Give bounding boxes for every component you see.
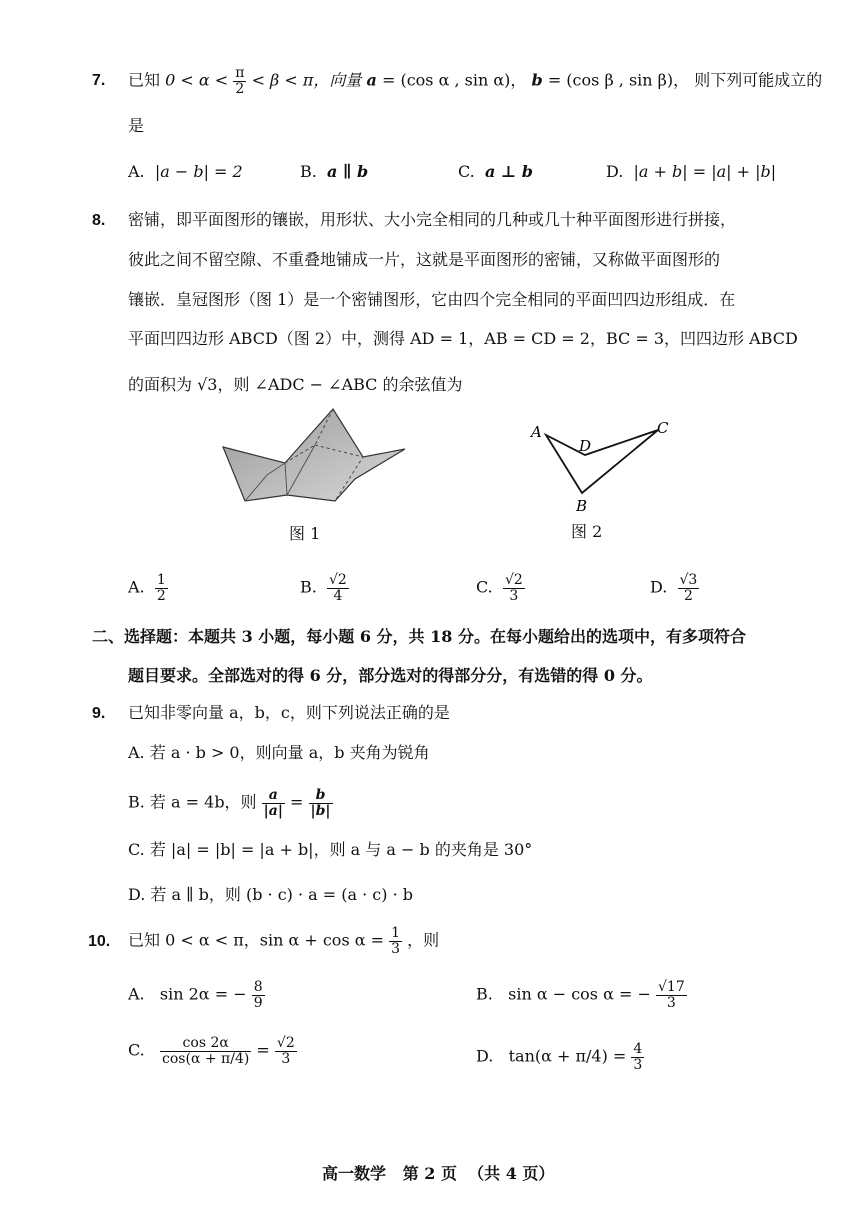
q8-option-b [300, 573, 349, 603]
q10-option-c-rnum: √2 [276, 1035, 295, 1051]
figure2-label-c: C [657, 419, 669, 437]
q10-option-d-label: D. [476, 1046, 494, 1066]
q9-option-d: D. 若 a ∥ b，则 (b · c) · a = (a · c) · b [128, 885, 414, 904]
section2-line-1: 二、选择题：本题共 3 小题，每小题 6 分，共 18 分。在每小题给出的选项中，有多项符合 [92, 627, 746, 646]
q7-option-c-content: a ⊥ b [484, 162, 533, 181]
q9-option-b-frac1-den: |a| [263, 802, 283, 819]
q10-option-b-den: 3 [666, 994, 676, 1011]
q7-option-c-label: C. [458, 162, 475, 181]
q9-option-b [128, 788, 333, 818]
q7-option-c [458, 164, 533, 180]
q9-option-b-frac2-den: |b| [310, 802, 331, 819]
q10-option-c-rden: 3 [281, 1050, 291, 1067]
q10-option-a-frac [252, 980, 265, 1010]
q8-option-a-label: A. [128, 577, 145, 597]
q7-pi-frac [233, 66, 246, 96]
q10-stem-num: 1 [391, 925, 401, 941]
q8-option-c-frac [503, 573, 525, 603]
q9-stem: 已知非零向量 a，b，c，则下列说法正确的是 [128, 703, 450, 722]
q7-option-a-content: |a − b| = 2 [154, 162, 243, 181]
q10-stem-post: ，则 [407, 930, 440, 950]
section2-line-2: 题目要求。全部选对的得 6 分，部分选对的得部分分，有选错的得 0 分。 [128, 666, 653, 685]
q7-number: 7. [92, 72, 106, 89]
q8-option-a-den: 2 [156, 587, 166, 604]
q10-option-c-rfrac [275, 1036, 297, 1066]
q8-option-c-label: C. [476, 577, 493, 597]
q7-option-a [128, 164, 243, 180]
q7-vec-a-def: = (cos α , sin α)， [381, 70, 527, 90]
q10-stem-frac [389, 926, 402, 956]
q8-line-4: 平面凹四边形 ABCD（图 2）中，测得 AD = 1，AB = CD = 2，BC = 3，凹四边形 ABCD [128, 329, 798, 348]
q10-option-c-den: cos(α + π/4) [162, 1050, 250, 1067]
q9-option-b-pre: B. 若 a = 4b，则 [128, 792, 257, 812]
q8-option-d [650, 573, 699, 603]
q10-option-d-num: 4 [633, 1041, 643, 1057]
q8-line-2: 彼此之间不留空隙、不重叠地铺成一片，这就是平面图形的密铺，又称做平面图形的 [128, 250, 721, 269]
q7-option-d [606, 164, 776, 180]
q7-vec-a: a [366, 70, 377, 90]
q10-stem-pre: 已知 0 < α < π，sin α + cos α = [128, 930, 385, 950]
q7-cond-2: < β < π，向量 [251, 70, 362, 90]
figure1-crown-diagram [215, 405, 410, 515]
q10-option-d [476, 1042, 644, 1072]
q8-line-5: 的面积为 √3，则 ∠ADC − ∠ABC 的余弦值为 [128, 375, 463, 394]
q8-option-a [128, 573, 168, 603]
q10-option-c-label: C. [128, 1040, 145, 1060]
q9-option-b-frac2-num: b [309, 788, 333, 804]
q10-option-a-pre: sin 2α = − [159, 984, 247, 1004]
q7-cond-1: 0 < α < [165, 70, 229, 90]
q8-line-3: 镶嵌．皇冠图形（图 1）是一个密铺图形，它由四个完全相同的平面凹四边形组成．在 [128, 290, 736, 309]
figure2-quadrilateral-diagram [525, 415, 675, 515]
q10-option-c-frac [160, 1036, 251, 1066]
q8-option-a-frac [155, 573, 168, 603]
q8-option-a-num: 1 [156, 572, 166, 588]
q8-option-b-num: √2 [329, 572, 347, 588]
q10-option-b-pre: sin α − cos α = − [508, 984, 651, 1004]
figure2-quadrilateral [546, 430, 658, 493]
q8-option-c [476, 573, 525, 603]
q7-option-b-content: a ∥ b [327, 162, 369, 181]
q7-stem-tail: 则下列可能成立的 [694, 70, 823, 90]
q8-option-d-den: 2 [683, 587, 693, 604]
q10-option-a-label: A. [128, 984, 145, 1004]
q8-line-1: 密铺，即平面图形的镶嵌，用形状、大小完全相同的几种或几十种平面图形进行拼接， [128, 210, 737, 229]
q9-number: 9. [92, 705, 106, 722]
q8-number: 8. [92, 212, 106, 229]
q10-option-c [128, 1036, 297, 1066]
q7-stem [128, 66, 822, 96]
q10-option-a-num: 8 [253, 979, 263, 995]
q7-option-a-label: A. [128, 162, 145, 181]
figure1-caption: 图 1 [289, 524, 321, 543]
q7-vec-b: b [531, 70, 543, 90]
q10-option-b-num: √17 [657, 979, 685, 995]
q9-option-a: A. 若 a · b > 0，则向量 a，b 夹角为锐角 [128, 743, 430, 762]
q7-pi-num: π [235, 65, 245, 81]
figure2-label-d: D [579, 437, 592, 455]
q10-option-a-den: 9 [253, 994, 263, 1011]
q9-option-b-eq: = [290, 792, 304, 812]
q7-pi-den: 2 [235, 80, 245, 97]
q10-option-b [476, 980, 687, 1010]
q10-option-a [128, 980, 265, 1010]
q7-option-d-content: |a + b| = |a| + |b| [633, 162, 777, 181]
q9-option-b-frac1-num: a [262, 788, 285, 804]
figure2-caption: 图 2 [571, 522, 603, 541]
q7-vec-b-def: = (cos β , sin β)， [547, 70, 690, 90]
q8-option-d-num: √3 [679, 572, 698, 588]
q8-option-c-den: 3 [509, 587, 519, 604]
figure2-label-a: A [531, 423, 542, 441]
q8-option-c-num: √2 [504, 572, 523, 588]
q10-option-b-label: B. [476, 984, 493, 1004]
q10-option-d-den: 3 [633, 1056, 643, 1073]
q10-option-d-pre: tan(α + π/4) = [508, 1046, 627, 1066]
q8-option-d-frac [678, 573, 700, 603]
q10-option-d-frac [631, 1042, 644, 1072]
q10-number: 10. [88, 933, 111, 950]
q8-option-d-label: D. [650, 577, 668, 597]
q10-option-c-eq: = [256, 1040, 270, 1060]
q10-option-b-frac [656, 980, 687, 1010]
q7-stem-line2: 是 [128, 116, 145, 135]
q7-option-d-label: D. [606, 162, 624, 181]
q8-option-b-frac [327, 573, 349, 603]
q8-option-b-label: B. [300, 577, 317, 597]
q7-option-b-label: B. [300, 162, 317, 181]
q7-option-b [300, 164, 368, 180]
figure1-outline [223, 409, 405, 501]
q10-option-c-num: cos 2α [160, 1036, 251, 1052]
q9-option-b-frac1 [262, 788, 285, 818]
page-footer: 高一数学 第 2 页 （共 4 页） [322, 1164, 555, 1183]
figure2-label-b: B [576, 497, 588, 515]
q9-option-c: C. 若 |a| = |b| = |a + b|，则 a 与 a − b 的夹角是 30° [128, 840, 533, 859]
q9-option-b-frac2 [309, 788, 333, 818]
q10-stem [128, 926, 439, 956]
q8-option-b-den: 4 [333, 587, 343, 604]
q7-stem-a: 已知 [128, 70, 161, 90]
q10-stem-den: 3 [391, 940, 401, 957]
